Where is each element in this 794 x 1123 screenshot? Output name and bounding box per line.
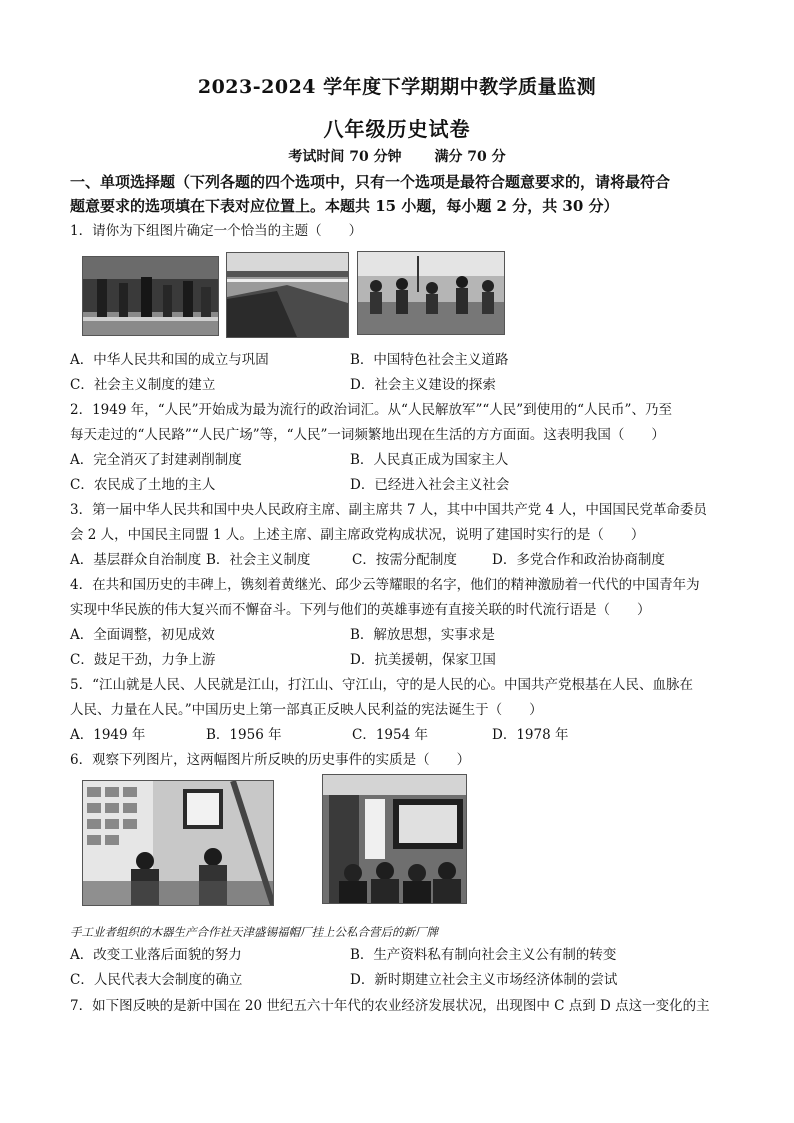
- q4-option-d: D．抗美援朝，保家卫国: [350, 652, 496, 668]
- exam-subtitle: 八年级历史试卷: [323, 117, 471, 141]
- q2-stem-line2: 每天走过的“人民路”“人民广场”等，“人民”一词频繁地出现在生活的方方面面。这表明我国（ ）: [70, 427, 665, 443]
- q3-option-a: A．基层群众自治制度: [70, 552, 202, 568]
- q6-photo-joint-venture-sign: [322, 774, 467, 904]
- q1-option-c: C．社会主义制度的建立: [70, 377, 216, 393]
- q1-photo-reservoir-dam: [226, 252, 349, 338]
- q4-option-c: C．鼓足干劲，力争上游: [70, 652, 216, 668]
- q1-option-a: A．中华人民共和国的成立与巩固: [70, 352, 269, 368]
- q5-stem-line1: 5．“江山就是人民、人民就是江山，打江山、守江山，守的是人民的心。中国共产党根基在人民、血脉在: [70, 677, 693, 693]
- q4-stem-line2: 实现中华民族的伟大复兴而不懈奋斗。下列与他们的英雄事迹有直接关联的时代流行语是（ ）: [70, 602, 651, 618]
- q4-option-b: B．解放思想，实事求是: [350, 627, 495, 643]
- q2-option-c: C．农民成了土地的主人: [70, 477, 216, 493]
- q1-photo-founding-ceremony: [82, 256, 219, 336]
- q1-option-d: D．社会主义建设的探索: [350, 377, 496, 393]
- q4-stem-line1: 4．在共和国历史的丰碑上，镌刻着黄继光、邱少云等耀眼的名字，他们的精神激励着一代代的中国青年为: [70, 577, 700, 593]
- q6-option-c: C．人民代表大会制度的确立: [70, 972, 243, 988]
- q2-option-d: D．已经进入社会主义社会: [350, 477, 510, 493]
- q1-photo-land-reform-crowd: [357, 251, 505, 335]
- q6-option-d: D．新时期建立社会主义市场经济体制的尝试: [350, 972, 618, 988]
- exam-score: 满分 70 分: [434, 149, 506, 165]
- section-heading-line2: 题意要求的选项填在下表对应位置上。本题共 15 小题，每小题 2 分，共 30 分）: [70, 197, 619, 215]
- q5-option-b: B．1956 年: [206, 727, 282, 743]
- q5-stem-line2: 人民、力量在人民。”中国历史上第一部真正反映人民利益的宪法诞生于（ ）: [70, 702, 543, 718]
- exam-title: 2023-2024 学年度下学期期中教学质量监测: [197, 76, 597, 98]
- q3-stem-line2: 会 2 人，中国民主同盟 1 人。上述主席、副主席政党构成状况，说明了建国时实行的是（ ）: [70, 527, 645, 543]
- q6-photo-caption: 手工业者组织的木器生产合作社天津盛锡福帽厂挂上公私合营后的新厂牌: [70, 925, 438, 939]
- q6-stem: 6．观察下列图片，这两幅图片所反映的历史事件的实质是（ ）: [70, 752, 471, 768]
- q2-stem-line1: 2．1949 年，“人民”开始成为最为流行的政治词汇。从“人民解放军”“人民”到使用的“人民币”、乃至: [70, 402, 672, 418]
- exam-time: 考试时间 70 分钟: [288, 149, 402, 165]
- section-heading-line1: 一、单项选择题（下列各题的四个选项中，只有一个选项是最符合题意要求的，请将最符合: [70, 173, 671, 191]
- q2-option-b: B．人民真正成为国家主人: [350, 452, 509, 468]
- q3-option-d: D．多党合作和政治协商制度: [492, 552, 665, 568]
- q3-stem-line1: 3．第一届中华人民共和国中央人民政府主席、副主席共 7 人，其中中国共产党 4 人，中国国民党革命委员: [70, 502, 707, 518]
- q4-option-a: A．全面调整，初见成效: [70, 627, 215, 643]
- q2-option-a: A．完全消灭了封建剥削制度: [70, 452, 242, 468]
- q7-stem-line1: 7．如下图反映的是新中国在 20 世纪五六十年代的农业经济发展状况，出现图中 C 点到 D 点这一变化的主: [70, 998, 710, 1014]
- q3-option-b: B．社会主义制度: [206, 552, 311, 568]
- q5-option-d: D．1978 年: [492, 727, 569, 743]
- q6-photo-woodwork-cooperative: [82, 780, 274, 906]
- q6-option-b: B．生产资料私有制向社会主义公有制的转变: [350, 947, 617, 963]
- q1-option-b: B．中国特色社会主义道路: [350, 352, 509, 368]
- q6-option-a: A．改变工业落后面貌的努力: [70, 947, 242, 963]
- q5-option-c: C．1954 年: [352, 727, 428, 743]
- q1-stem: 1．请你为下组图片确定一个恰当的主题（ ）: [70, 223, 363, 239]
- q5-option-a: A．1949 年: [70, 727, 146, 743]
- exam-info: [0, 146, 794, 166]
- q3-option-c: C．按需分配制度: [352, 552, 457, 568]
